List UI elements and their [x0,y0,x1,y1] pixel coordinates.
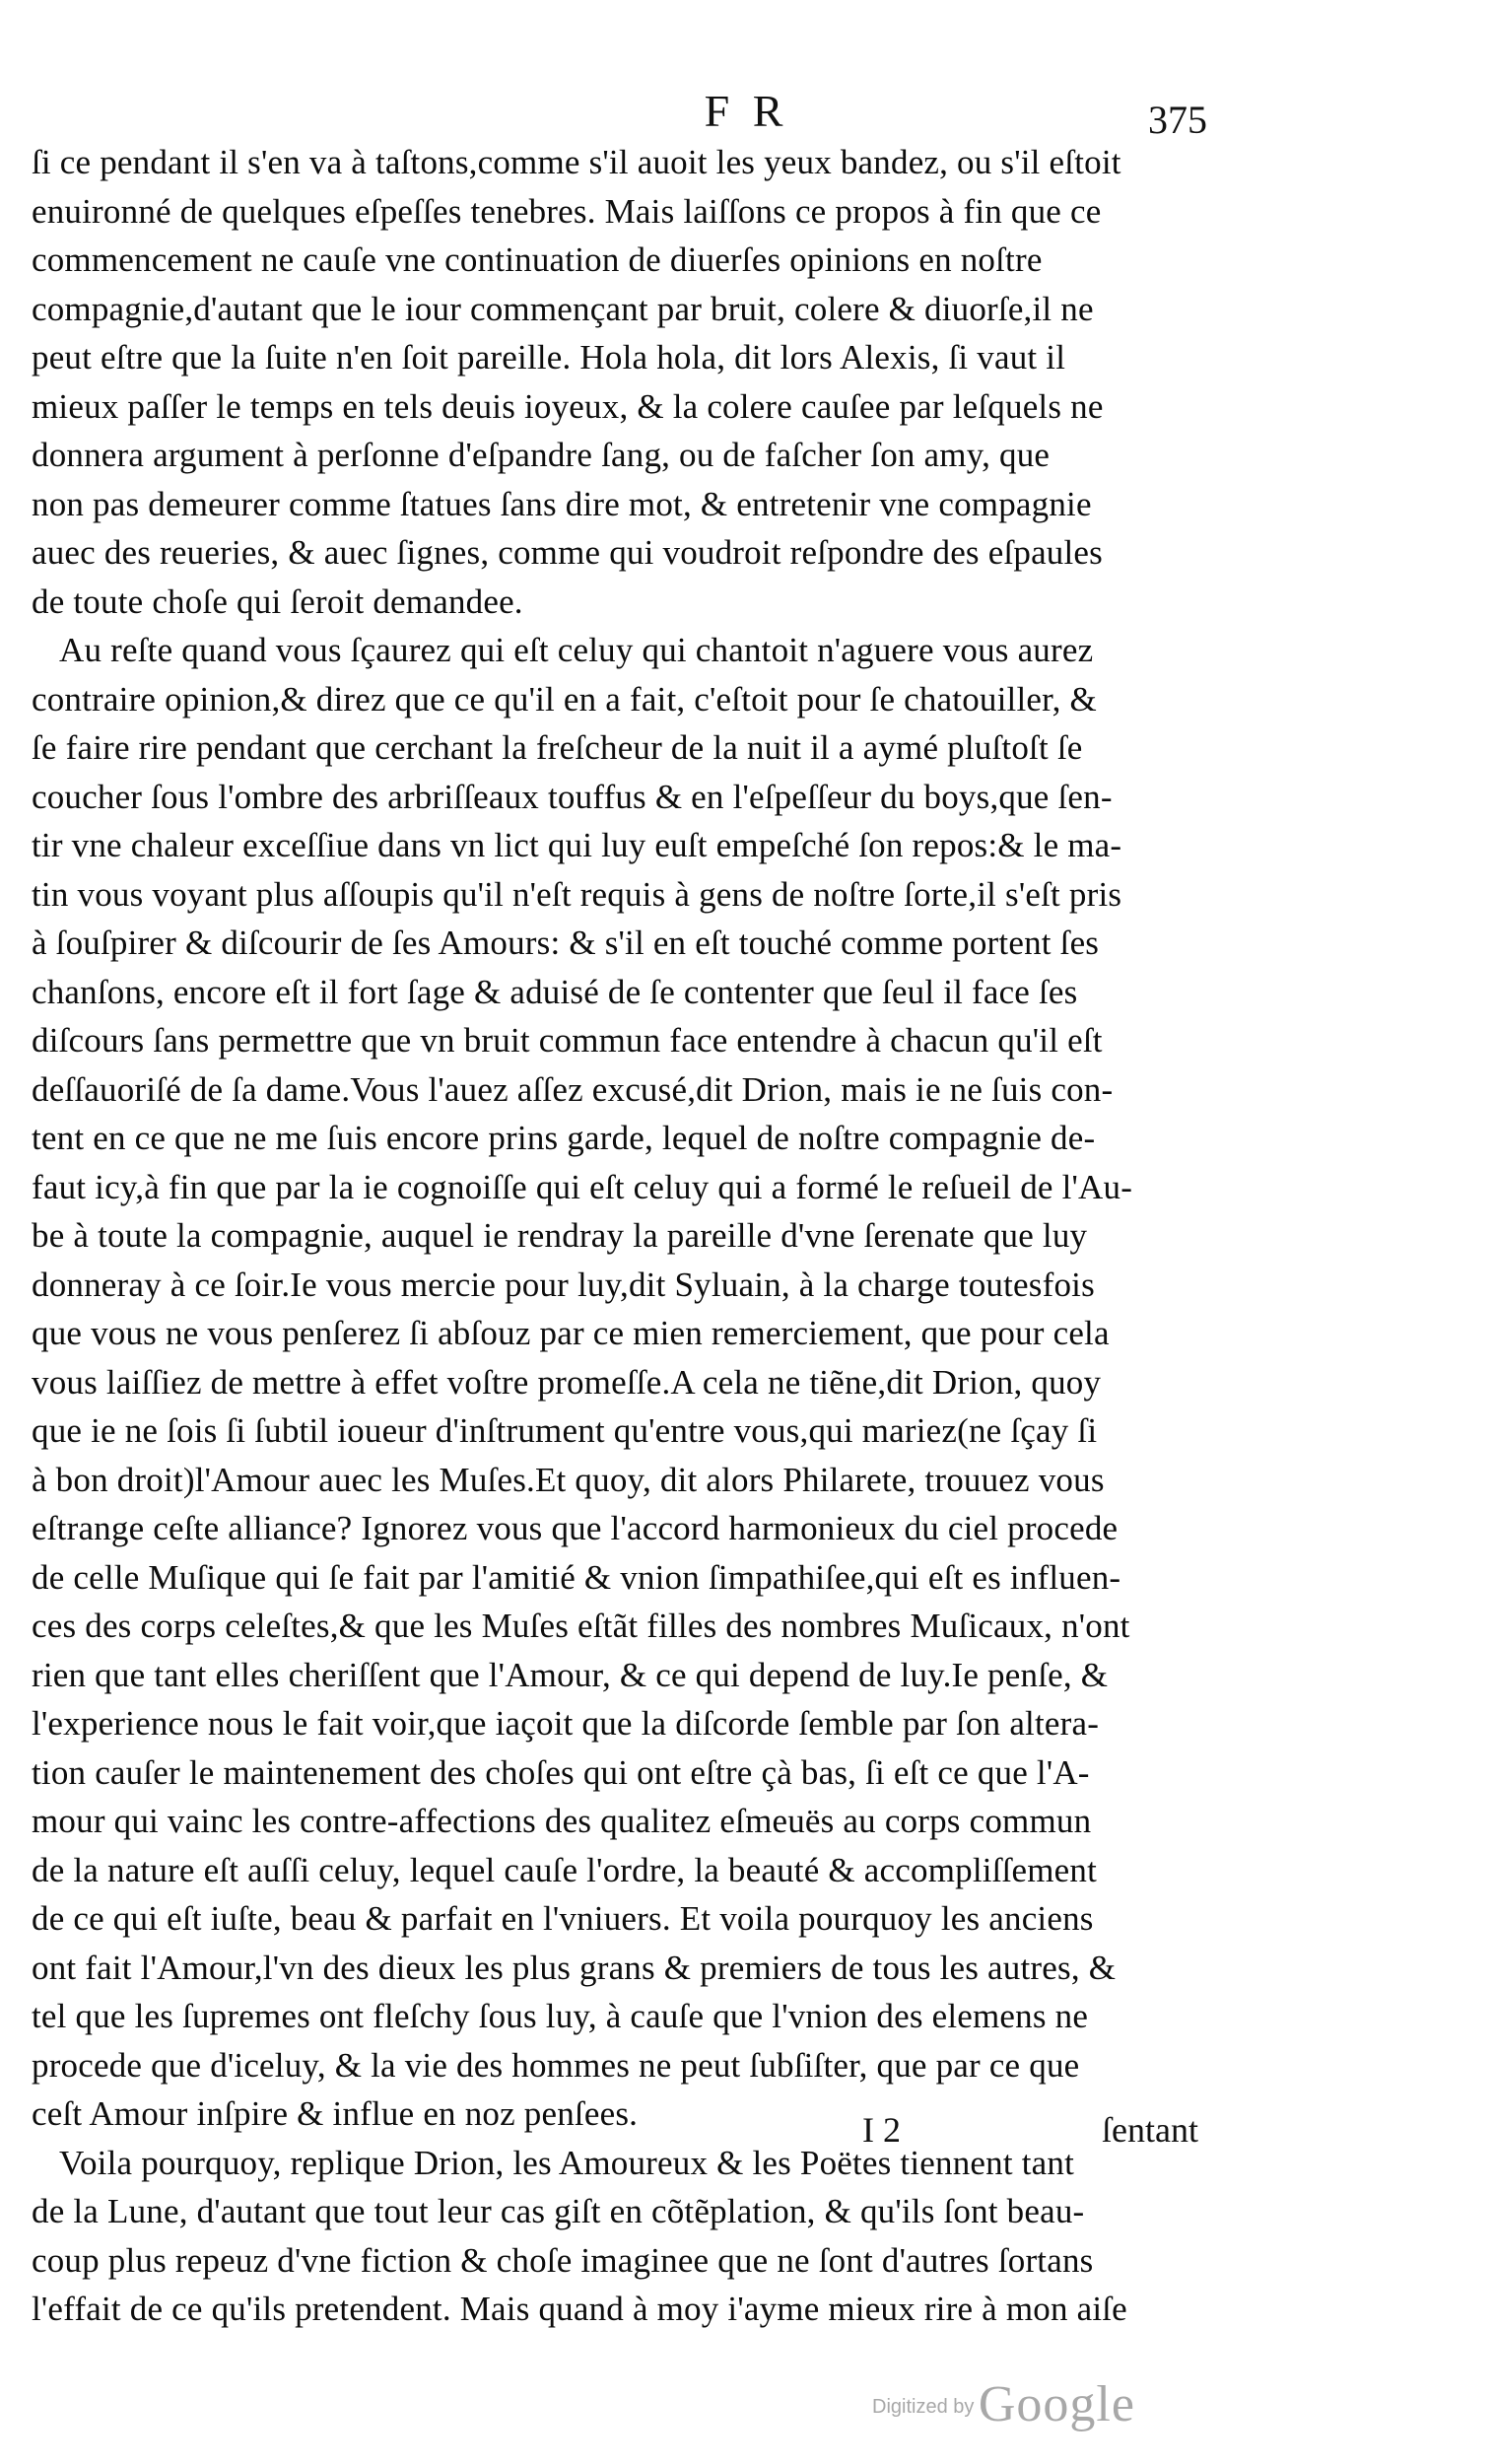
text-line: de ce qui eſt iuſte, beau & parfait en l'vniuers. Et voila pourquoy les anciens [32,1899,1094,1938]
text-line: non pas demeurer comme ſtatues ſans dire mot, & entretenir vne compagnie [32,484,1092,523]
text-line: de la Lune, d'autant que tout leur cas giſt en cõtẽplation, & qu'ils ſont beau- [32,2192,1085,2230]
text-line: procede que d'iceluy, & la vie des hommes ne peut ſubſiſter, que par ce que [32,2045,1080,2085]
text-line: à bon droit)l'Amour auec les Muſes.Et quoy, dit alors Philarete, trouuez vous [32,1460,1105,1499]
text-line: coucher ſous l'ombre des arbriſſeaux touffus & en l'eſpeſſeur du boys,que ſen- [32,777,1113,816]
text-line: tir vne chaleur exceſſiue dans vn lict qui luy euſt empeſché ſon repos:& le ma- [32,826,1122,864]
text-line: Au reſte quand vous ſçaurez qui eſt celuy qui chantoit n'aguere vous aurez [59,631,1094,669]
text-line: eſtrange ceſte alliance? Ignorez vous que l'accord harmonieux du ciel procede [32,1509,1119,1547]
text-line: rien que tant elles cheriſſent que l'Amour, & ce qui depend de luy.Ie penſe, & [32,1655,1109,1694]
text-line: auec des reueries, & auec ſignes, comme qui voudroit reſpondre des eſpaules [32,533,1103,572]
text-line: donneray à ce ſoir.Ie vous mercie pour luy,dit Syluain, à la charge toutesfois [32,1265,1095,1304]
text-line: ſe faire rire pendant que cerchant la freſcheur de la nuit il a aymé pluſtoſt ſe [32,728,1083,767]
text-line: contraire opinion,& direz que ce qu'il en a fait, c'eſtoit pour ſe chatouiller, & [32,679,1097,719]
text-line: deſſauoriſé de ſa dame.Vous l'auez aſſez excusé,dit Drion, mais ie ne ſuis con- [32,1069,1114,1109]
text-line: à ſouſpirer & diſcourir de ſes Amours: & s'il en eſt touché comme portent ſes [32,924,1100,962]
text-line: de toute choſe qui ſeroit demandee. [32,582,523,621]
text-line: tion cauſer le maintenement des choſes qui ont eſtre çà bas, ſi eſt ce que l'A- [32,1752,1090,1792]
text-line: commencement ne cauſe vne continuation de diuerſes opinions en noſtre [32,240,1043,279]
text-line: compagnie,d'autant que le iour commençant par bruit, colere & diuorſe,il ne [32,289,1094,328]
watermark-prefix: Digitized by [872,2396,975,2418]
text-line: l'experience nous le fait voir,que iaçoit que la diſcorde ſemble par ſon altera- [32,1704,1100,1743]
text-line: diſcours ſans permettre que vn bruit commun face entendre à chacun qu'il eſt [32,1021,1103,1060]
text-line: l'effait de ce qu'ils pretendent. Mais quand à moy i'ayme mieux rire à mon aiſe [32,2290,1127,2328]
google-logo-text: Google [978,2376,1135,2432]
text-line: ces des corps celeſtes,& que les Muſes eſtãt filles des nombres Muſicaux, n'ont [32,1607,1130,1645]
text-line: mour qui vainc les contre-affections des qualitez eſmeuës au corps commun [32,1802,1092,1840]
text-line: que ie ne ſois ſi ſubtil ioueur d'inſtrument qu'entre vous,qui mariez(ne ſçay ſi [32,1411,1098,1450]
text-line: peut eſtre que la ſuite n'en ſoit pareille. Hola hola, dit lors Alexis, ſi vaut il [32,338,1066,376]
text-line: ſi ce pendant il s'en va à taſtons,comme s'il auoit les yeux bandez, ou s'il eſtoit [32,143,1121,181]
text-line: enuironné de quelques eſpeſſes tenebres. Mais laiſſons ce propos à fin que ce [32,191,1102,231]
text-line: tel que les ſupremes ont fleſchy ſous luy, à cauſe que l'vnion des elemens ne [32,1997,1089,2035]
running-head: F R [704,86,789,136]
signature-mark: I 2 [862,2110,901,2150]
text-line: mieux paſſer le temps en tels deuis ioyeux, & la colere cauſee par leſquels ne [32,386,1104,426]
text-line: tin vous voyant plus aſſoupis qu'il n'eſt requis à gens de noſtre ſorte,il s'eſt pris [32,874,1122,914]
text-line: ont fait l'Amour,l'vn des dieux les plus grans & premiers de tous les autres, & [32,1948,1117,1987]
text-line: de la nature eſt auſſi celuy, lequel cauſe l'ordre, la beauté & accompliſſement [32,1850,1098,1889]
text-line: donnera argument à perſonne d'eſpandre ſang, ou de faſcher ſon amy, que [32,436,1051,474]
body-text [32,138,1214,2334]
text-line: que vous ne vous penſerez ſi abſouz par ce mien remerciement, que pour cela [32,1314,1110,1352]
text-line: coup plus repeuz d'vne fiction & choſe imaginee que ne ſont d'autres ſortans [32,2240,1094,2280]
text-line: vous laiſſiez de mettre à effet voſtre promeſſe.A cela ne tiẽne,dit Drion, quoy [32,1362,1102,1402]
text-line: de celle Muſique qui ſe fait par l'amitié & vnion ſimpathiſee,qui eſt es influen- [32,1557,1121,1597]
text-line: tent en ce que ne me ſuis encore prins garde, lequel de noſtre compagnie de- [32,1119,1096,1157]
digitized-watermark [872,2375,1135,2433]
text-line: Voila pourquoy, replique Drion, les Amoureux & les Poëtes tiennent tant [59,2143,1075,2182]
catchword: ſentant [1102,2110,1198,2150]
text-line: be à toute la compagnie, auquel ie rendray la pareille d'vne ſerenate que luy [32,1216,1088,1255]
text-line: ceſt Amour inſpire & influe en noz penſees. [32,2094,639,2133]
text-line: chanſons, encore eſt il fort ſage & aduisé de ſe contenter que ſeul il face ſes [32,972,1078,1011]
text-line: faut icy,à fin que par la ie cognoiſſe qui eſt celuy qui a formé le reſueil de l'Au- [32,1167,1133,1206]
page-number: 375 [1148,98,1207,142]
